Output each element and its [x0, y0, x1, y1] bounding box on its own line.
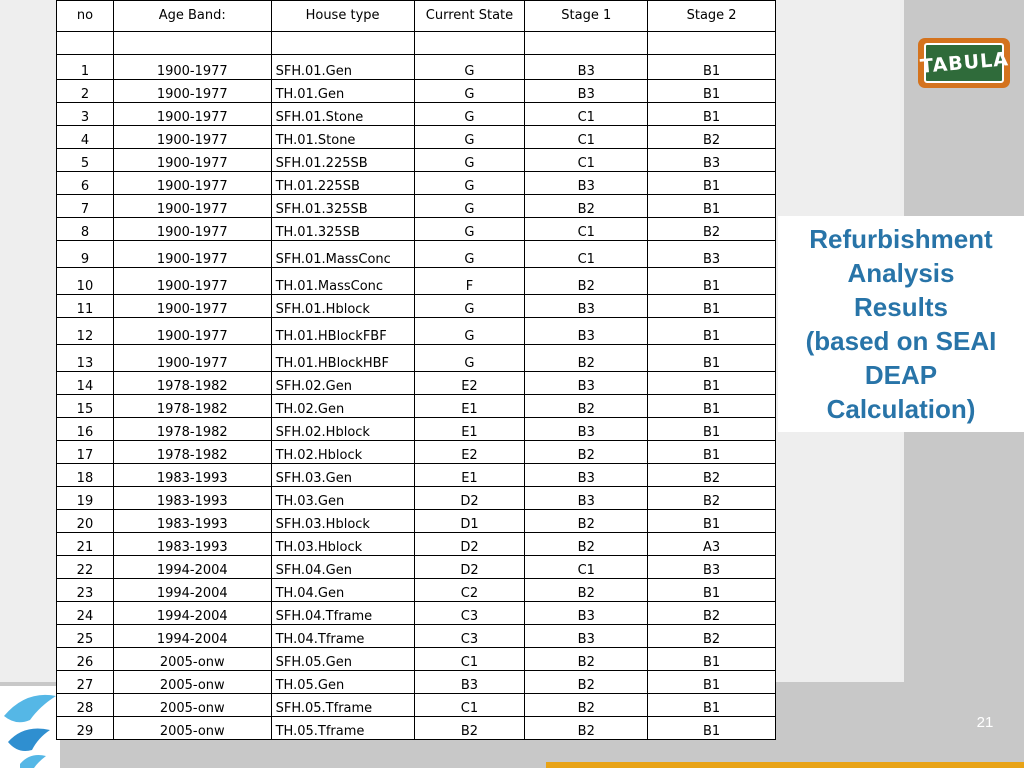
cell-no: 22 [57, 556, 114, 579]
table-row [57, 318, 776, 345]
cell-age-band: 1900-1977 [113, 241, 271, 268]
cell-house-type: SFH.01.Hblock [271, 295, 414, 318]
cell-current-state: G [414, 55, 525, 80]
table-row [57, 579, 776, 602]
cell-age-band: 1994-2004 [113, 602, 271, 625]
cell-stage-1: B3 [525, 625, 648, 648]
cell-stage-2: B2 [648, 602, 776, 625]
table-row [57, 295, 776, 318]
cell-age-band: 1900-1977 [113, 295, 271, 318]
table-row [57, 487, 776, 510]
cell-stage-2: B1 [648, 195, 776, 218]
cell-no: 20 [57, 510, 114, 533]
cell-no: 11 [57, 295, 114, 318]
cell-house-type: TH.03.Hblock [271, 533, 414, 556]
cell-house-type: SFH.05.Tframe [271, 694, 414, 717]
table-row [57, 55, 776, 80]
table-header-row [57, 1, 776, 32]
table-row [57, 602, 776, 625]
cell-stage-1: B2 [525, 395, 648, 418]
cell-stage-2: B1 [648, 671, 776, 694]
cell-stage-2: B1 [648, 694, 776, 717]
cell-current-state: G [414, 149, 525, 172]
cell-house-type: SFH.03.Hblock [271, 510, 414, 533]
cell-house-type: TH.05.Tframe [271, 717, 414, 740]
refurbishment-results-table [56, 0, 776, 740]
cell-no: 1 [57, 55, 114, 80]
cell-stage-1: B2 [525, 671, 648, 694]
cell-house-type: TH.02.Hblock [271, 441, 414, 464]
cell-age-band: 1900-1977 [113, 195, 271, 218]
cell-no: 3 [57, 103, 114, 126]
empty-cell [414, 32, 525, 55]
cell-no: 26 [57, 648, 114, 671]
cell-age-band: 1978-1982 [113, 372, 271, 395]
cell-current-state: E1 [414, 395, 525, 418]
cell-stage-1: C1 [525, 126, 648, 149]
cell-stage-1: B3 [525, 464, 648, 487]
cell-stage-1: C1 [525, 149, 648, 172]
header-current-state: Current State [414, 1, 525, 32]
table-row [57, 464, 776, 487]
cell-stage-2: A3 [648, 533, 776, 556]
table-row [57, 533, 776, 556]
cell-current-state: G [414, 103, 525, 126]
cell-age-band: 1983-1993 [113, 487, 271, 510]
cell-stage-2: B1 [648, 318, 776, 345]
empty-cell [525, 32, 648, 55]
cell-stage-1: C1 [525, 218, 648, 241]
cell-house-type: TH.03.Gen [271, 487, 414, 510]
table-row [57, 395, 776, 418]
cell-age-band: 1900-1977 [113, 103, 271, 126]
table-row [57, 172, 776, 195]
cell-stage-2: B1 [648, 510, 776, 533]
table-row [57, 418, 776, 441]
cell-stage-1: B3 [525, 602, 648, 625]
cell-current-state: E1 [414, 464, 525, 487]
table-row [57, 441, 776, 464]
cell-stage-1: B2 [525, 717, 648, 740]
empty-cell [113, 32, 271, 55]
cell-stage-1: B3 [525, 172, 648, 195]
cell-house-type: TH.01.HBlockHBF [271, 345, 414, 372]
cell-current-state: G [414, 80, 525, 103]
cell-no: 29 [57, 717, 114, 740]
cell-age-band: 1994-2004 [113, 579, 271, 602]
cell-stage-1: B2 [525, 510, 648, 533]
cell-age-band: 1900-1977 [113, 172, 271, 195]
cell-current-state: G [414, 172, 525, 195]
cell-stage-1: B2 [525, 694, 648, 717]
cell-age-band: 1900-1977 [113, 345, 271, 372]
cell-no: 12 [57, 318, 114, 345]
cell-house-type: SFH.01.225SB [271, 149, 414, 172]
cell-house-type: TH.04.Gen [271, 579, 414, 602]
header-age-band: Age Band: [113, 1, 271, 32]
cell-house-type: SFH.01.325SB [271, 195, 414, 218]
cell-age-band: 2005-onw [113, 694, 271, 717]
cell-house-type: SFH.02.Gen [271, 372, 414, 395]
cell-stage-2: B1 [648, 579, 776, 602]
table-row [57, 625, 776, 648]
accent-line [546, 762, 1024, 768]
cell-current-state: C1 [414, 694, 525, 717]
table-row [57, 510, 776, 533]
cell-current-state: G [414, 241, 525, 268]
cell-current-state: D1 [414, 510, 525, 533]
cell-current-state: F [414, 268, 525, 295]
cell-age-band: 2005-onw [113, 671, 271, 694]
cell-stage-2: B2 [648, 218, 776, 241]
cell-age-band: 1900-1977 [113, 218, 271, 241]
cell-no: 24 [57, 602, 114, 625]
header-house-type: House type [271, 1, 414, 32]
cell-age-band: 1900-1977 [113, 80, 271, 103]
table-row [57, 149, 776, 172]
cell-house-type: SFH.04.Tframe [271, 602, 414, 625]
cell-current-state: D2 [414, 533, 525, 556]
cell-stage-2: B1 [648, 172, 776, 195]
cell-stage-2: B2 [648, 487, 776, 510]
cell-current-state: C3 [414, 602, 525, 625]
cell-stage-2: B2 [648, 464, 776, 487]
cell-current-state: G [414, 295, 525, 318]
cell-stage-2: B2 [648, 625, 776, 648]
cell-house-type: TH.01.225SB [271, 172, 414, 195]
cell-stage-1: B3 [525, 372, 648, 395]
cell-no: 2 [57, 80, 114, 103]
cell-stage-1: B3 [525, 487, 648, 510]
cell-age-band: 1900-1977 [113, 268, 271, 295]
cell-stage-1: B2 [525, 441, 648, 464]
cell-stage-2: B3 [648, 556, 776, 579]
cell-house-type: SFH.01.Stone [271, 103, 414, 126]
header-stage-1: Stage 1 [525, 1, 648, 32]
cell-house-type: SFH.01.Gen [271, 55, 414, 80]
table-row [57, 218, 776, 241]
cell-house-type: SFH.01.MassConc [271, 241, 414, 268]
cell-stage-2: B1 [648, 80, 776, 103]
empty-cell [57, 32, 114, 55]
cell-house-type: TH.02.Gen [271, 395, 414, 418]
cell-no: 16 [57, 418, 114, 441]
table-row [57, 671, 776, 694]
cell-no: 10 [57, 268, 114, 295]
tabula-logo-board [918, 43, 1010, 83]
cell-age-band: 1900-1977 [113, 149, 271, 172]
cell-stage-2: B1 [648, 395, 776, 418]
cell-stage-2: B1 [648, 295, 776, 318]
cell-current-state: G [414, 318, 525, 345]
cell-age-band: 1983-1993 [113, 464, 271, 487]
cell-house-type: TH.05.Gen [271, 671, 414, 694]
header-no: no [57, 1, 114, 32]
cell-no: 27 [57, 671, 114, 694]
cell-stage-2: B1 [648, 55, 776, 80]
cell-current-state: C3 [414, 625, 525, 648]
cell-current-state: C1 [414, 648, 525, 671]
cell-stage-1: B2 [525, 579, 648, 602]
cell-no: 19 [57, 487, 114, 510]
cell-age-band: 1900-1977 [113, 55, 271, 80]
cell-no: 5 [57, 149, 114, 172]
cell-age-band: 1900-1977 [113, 318, 271, 345]
cell-stage-2: B1 [648, 372, 776, 395]
cell-stage-2: B2 [648, 126, 776, 149]
cell-stage-1: C1 [525, 556, 648, 579]
cell-current-state: G [414, 218, 525, 241]
cell-current-state: G [414, 126, 525, 149]
cell-no: 4 [57, 126, 114, 149]
cell-stage-1: B3 [525, 55, 648, 80]
cell-no: 28 [57, 694, 114, 717]
cell-house-type: SFH.05.Gen [271, 648, 414, 671]
header-stage-2: Stage 2 [648, 1, 776, 32]
empty-cell [271, 32, 414, 55]
cell-current-state: G [414, 195, 525, 218]
table-row [57, 556, 776, 579]
cell-house-type: TH.01.HBlockFBF [271, 318, 414, 345]
cell-age-band: 2005-onw [113, 717, 271, 740]
cell-current-state: E2 [414, 372, 525, 395]
table-row [57, 268, 776, 295]
cell-stage-1: B3 [525, 318, 648, 345]
cell-stage-1: B3 [525, 418, 648, 441]
cell-stage-2: B1 [648, 345, 776, 372]
cell-no: 9 [57, 241, 114, 268]
table-row [57, 717, 776, 740]
cell-current-state: C2 [414, 579, 525, 602]
cell-stage-1: B2 [525, 345, 648, 372]
cell-house-type: TH.01.Stone [271, 126, 414, 149]
slide-number: 21 [976, 714, 994, 731]
cell-age-band: 1900-1977 [113, 126, 271, 149]
cell-stage-2: B1 [648, 268, 776, 295]
cell-house-type: SFH.04.Gen [271, 556, 414, 579]
cell-no: 7 [57, 195, 114, 218]
cell-stage-2: B3 [648, 241, 776, 268]
cell-age-band: 1978-1982 [113, 418, 271, 441]
cell-stage-1: C1 [525, 241, 648, 268]
cell-no: 21 [57, 533, 114, 556]
cell-stage-1: B3 [525, 295, 648, 318]
cell-age-band: 1978-1982 [113, 395, 271, 418]
cell-house-type: TH.01.Gen [271, 80, 414, 103]
slide-title: Refurbishment Analysis Results (based on SEAI DEAP Calculation) [805, 224, 997, 424]
cell-stage-1: B2 [525, 648, 648, 671]
cell-stage-1: B2 [525, 533, 648, 556]
corner-logo-icon [0, 686, 60, 768]
cell-house-type: TH.01.MassConc [271, 268, 414, 295]
cell-no: 18 [57, 464, 114, 487]
cell-house-type: SFH.03.Gen [271, 464, 414, 487]
cell-stage-2: B1 [648, 717, 776, 740]
cell-stage-1: B3 [525, 80, 648, 103]
table-row [57, 126, 776, 149]
cell-age-band: 1994-2004 [113, 556, 271, 579]
cell-age-band: 2005-onw [113, 648, 271, 671]
cell-current-state: B2 [414, 717, 525, 740]
cell-age-band: 1994-2004 [113, 625, 271, 648]
cell-no: 13 [57, 345, 114, 372]
cell-current-state: G [414, 345, 525, 372]
cell-stage-2: B1 [648, 648, 776, 671]
cell-stage-2: B1 [648, 441, 776, 464]
cell-stage-1: C1 [525, 103, 648, 126]
cell-no: 23 [57, 579, 114, 602]
tabula-logo-text: TABULA [918, 48, 1010, 78]
cell-house-type: TH.04.Tframe [271, 625, 414, 648]
empty-row [57, 32, 776, 55]
cell-age-band: 1983-1993 [113, 533, 271, 556]
table-row [57, 694, 776, 717]
cell-current-state: B3 [414, 671, 525, 694]
cell-no: 14 [57, 372, 114, 395]
cell-current-state: E1 [414, 418, 525, 441]
cell-age-band: 1978-1982 [113, 441, 271, 464]
cell-stage-2: B1 [648, 103, 776, 126]
title-panel [778, 216, 1024, 432]
cell-stage-1: B2 [525, 268, 648, 295]
cell-stage-2: B1 [648, 418, 776, 441]
cell-stage-1: B2 [525, 195, 648, 218]
cell-no: 8 [57, 218, 114, 241]
cell-stage-2: B3 [648, 149, 776, 172]
table-row [57, 103, 776, 126]
cell-current-state: D2 [414, 487, 525, 510]
cell-no: 17 [57, 441, 114, 464]
table-row [57, 195, 776, 218]
table-row [57, 80, 776, 103]
table-row [57, 345, 776, 372]
cell-house-type: SFH.02.Hblock [271, 418, 414, 441]
tabula-logo [918, 38, 1010, 88]
empty-cell [648, 32, 776, 55]
cell-age-band: 1983-1993 [113, 510, 271, 533]
cell-current-state: D2 [414, 556, 525, 579]
cell-house-type: TH.01.325SB [271, 218, 414, 241]
table-row [57, 648, 776, 671]
table-row [57, 241, 776, 268]
cell-current-state: E2 [414, 441, 525, 464]
table-row [57, 372, 776, 395]
cell-no: 6 [57, 172, 114, 195]
cell-no: 25 [57, 625, 114, 648]
cell-no: 15 [57, 395, 114, 418]
